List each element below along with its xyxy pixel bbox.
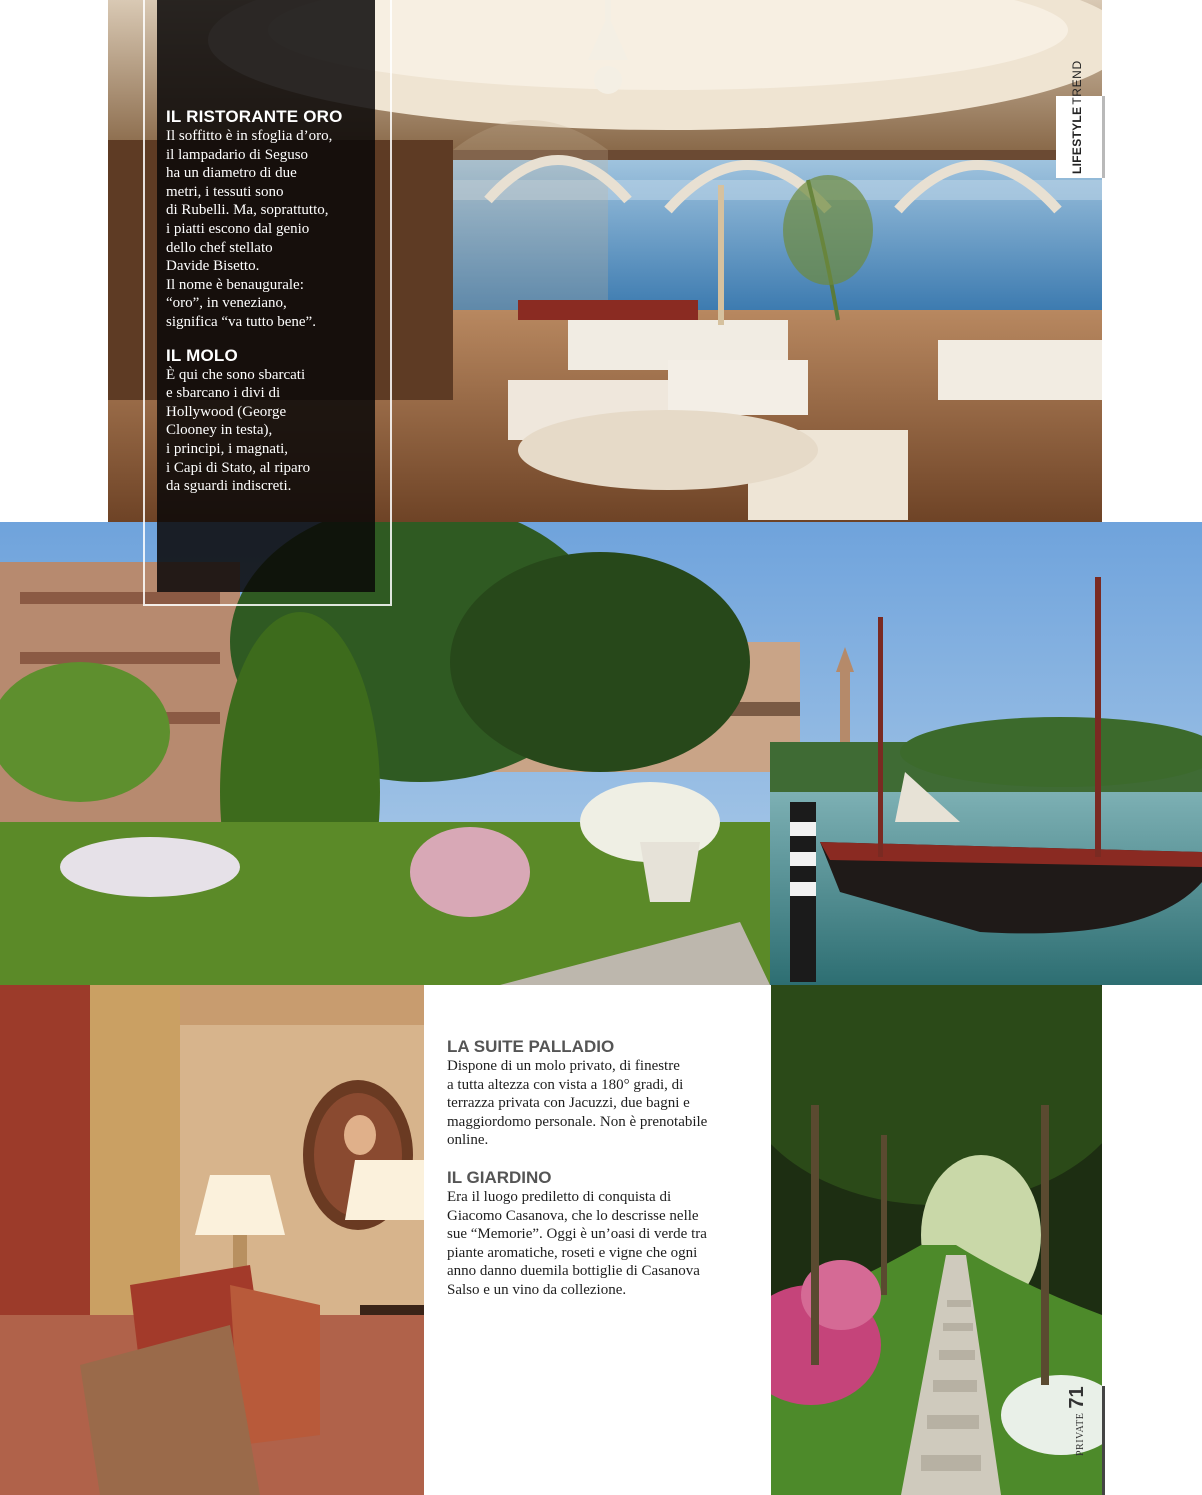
suite-palladio-photo <box>0 985 424 1495</box>
text-line: i principi, i magnati, <box>166 440 289 457</box>
giardino-pergola-photo <box>771 985 1102 1495</box>
caption-box <box>157 0 375 592</box>
text-line: anno danno duemila bottiglie di Casanova <box>447 1263 700 1280</box>
text-line: Salso e un vino da collezione. <box>447 1281 627 1298</box>
text-line: Il soffitto è in sfoglia d’oro, <box>166 128 333 144</box>
text-line: piante aromatiche, roseti e vigne che ogni <box>447 1244 698 1261</box>
suite-palladio-heading: LA SUITE PALLADIO <box>447 1037 615 1056</box>
text-line: Giacomo Casanova, che lo descrisse nelle <box>447 1207 699 1224</box>
text-line: Era il luogo prediletto di conquista di <box>447 1188 672 1205</box>
suite-palladio-text <box>447 1057 763 1150</box>
giardino-heading: IL GIARDINO <box>447 1167 552 1187</box>
text-line: online. <box>447 1132 489 1149</box>
ristorante-oro-heading: IL RISTORANTE ORO <box>166 107 343 126</box>
page-folio <box>1064 1386 1105 1495</box>
text-line: ha un diametro di due <box>166 165 297 182</box>
section-tab <box>1056 60 1105 178</box>
section-label-lifestyle: LIFESTYLE <box>1070 106 1084 174</box>
text-line: i piatti escono dal genio <box>166 220 310 237</box>
text-line: dello chef stellato <box>166 239 273 256</box>
text-line: Dispone di un molo privato, di finestre <box>447 1058 680 1074</box>
text-line: “oro”, in veneziano, <box>166 295 287 312</box>
text-line: È qui che sono sbarcati <box>166 366 306 383</box>
text-line: metri, i tessuti sono <box>166 183 284 200</box>
text-line: a tutta altezza con vista a 180° gradi, di <box>447 1076 684 1093</box>
text-line: il lampadario di Seguso <box>166 146 309 163</box>
text-line: terrazza privata con Jacuzzi, due bagni e <box>447 1095 690 1112</box>
magazine-name: PRIVATE <box>1075 1412 1086 1456</box>
page-number: 71 <box>1066 1386 1088 1409</box>
text-column <box>447 1036 763 1300</box>
section-label-trend: TREND <box>1070 60 1084 105</box>
folio-label <box>1066 1386 1089 1456</box>
molo-heading: IL MOLO <box>166 345 238 365</box>
molo-text <box>166 366 365 496</box>
text-line: maggiordomo personale. Non è prenotabile <box>447 1113 708 1130</box>
text-line: Davide Bisetto. <box>166 258 260 275</box>
text-line: Hollywood (George <box>166 403 287 420</box>
text-line: di Rubelli. Ma, soprattutto, <box>166 202 329 219</box>
text-line: e sbarcano i divi di <box>166 385 281 402</box>
giardino-text <box>447 1188 763 1300</box>
text-line: da sguardi indiscreti. <box>166 478 292 495</box>
text-line: Clooney in testa), <box>166 422 273 439</box>
text-line: Il nome è benaugurale: <box>166 276 304 293</box>
text-line: i Capi di Stato, al riparo <box>166 459 311 476</box>
ristorante-oro-text <box>166 127 365 332</box>
section-tab-label <box>1070 60 1084 174</box>
text-line: significa “va tutto bene”. <box>166 313 316 330</box>
text-line: sue “Memorie”. Oggi è un’oasi di verde tra <box>447 1226 707 1243</box>
